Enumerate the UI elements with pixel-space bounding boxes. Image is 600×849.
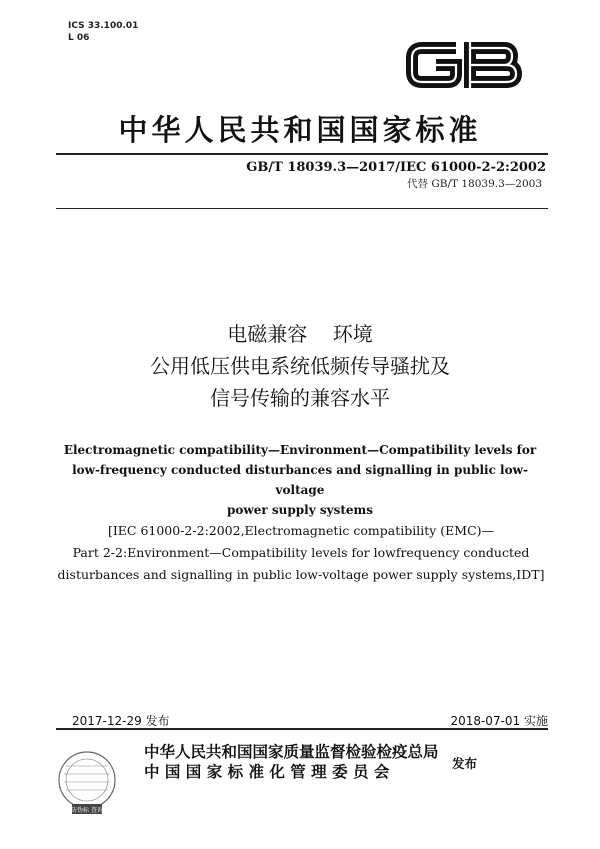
issuer-line: 中华人民共和国国家质量监督检验检疫总局 [144, 743, 439, 761]
iec-note-line: Part 2-2:Environment—Compatibility levels for lowfrequency conducted [72, 545, 530, 560]
issuer-line: 中 国 国 家 标 准 化 管 理 委 员 会 [144, 763, 390, 781]
chinese-title-line: 电磁兼容 环境 [227, 322, 373, 346]
seal-label: 防伪标 查询 [71, 807, 103, 814]
chinese-title-line: 信号传输的兼容水平 [210, 386, 390, 410]
bottom-divider [56, 728, 548, 730]
replaces-note: 代替 GB/T 18039.3—2003 [407, 178, 542, 190]
standard-category-title: 中华人民共和国国家标准 [118, 113, 482, 147]
english-title [60, 440, 540, 520]
english-title-line: power supply systems [227, 503, 373, 517]
standard-number: GB/T 18039.3—2017/IEC 61000-2-2:2002 [246, 160, 546, 175]
gb-logo [404, 38, 524, 92]
header-divider [56, 208, 548, 209]
implementation-date: 2018-07-01 实施 [450, 714, 548, 728]
iec-equivalence-note [54, 520, 548, 586]
ccs-code: L 06 [68, 33, 90, 43]
classification-codes [68, 20, 138, 44]
anti-counterfeit-seal [52, 746, 122, 818]
issue-date: 2017-12-29 发布 [72, 714, 170, 728]
issue-action: 发布 [452, 756, 478, 771]
chinese-title [0, 318, 600, 414]
top-divider [56, 153, 548, 155]
issuing-authorities [144, 742, 439, 782]
iec-note-line: disturbances and signalling in public low-voltage power supply systems,IDT] [57, 567, 545, 582]
iec-note-line: [IEC 61000-2-2:2002,Electromagnetic compatibility (EMC)— [107, 523, 495, 538]
ics-code: ICS 33.100.01 [68, 21, 139, 31]
chinese-title-line: 公用低压供电系统低频传导骚扰及 [150, 354, 450, 378]
english-title-line: Electromagnetic compatibility—Environment—Compatibility levels for [63, 443, 537, 457]
english-title-line: low-frequency conducted disturbances and signalling in public low-voltage [72, 463, 528, 497]
